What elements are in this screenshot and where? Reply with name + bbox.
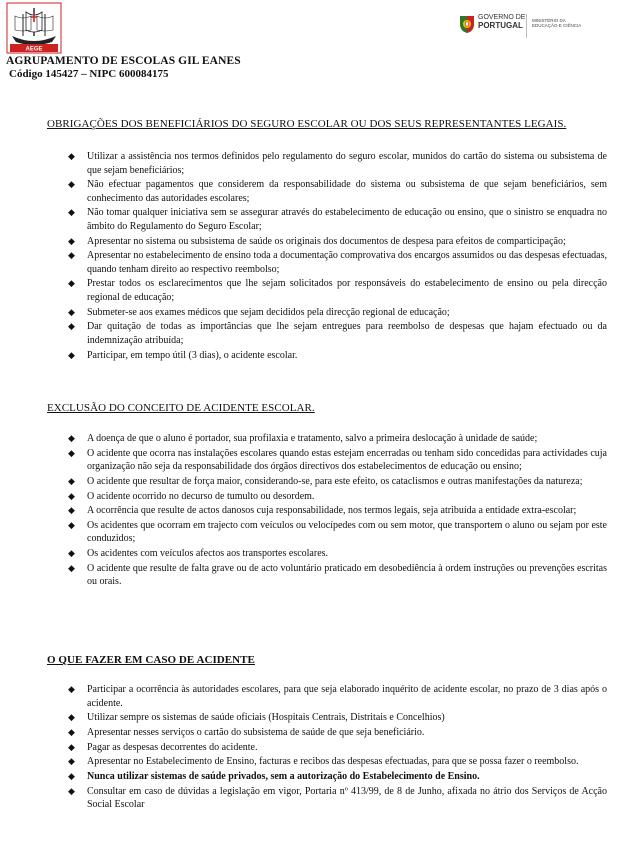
bullet-icon: ◆ (68, 278, 75, 289)
bullet-icon: ◆ (68, 321, 75, 332)
list-item (68, 683, 607, 710)
bullet-icon: ◆ (68, 250, 75, 261)
list-item-text: Pagar as despesas decorrentes do acidente. (87, 741, 258, 753)
list-item (68, 320, 607, 347)
obligations-list (68, 150, 607, 363)
list-item (68, 726, 607, 740)
bullet-icon: ◆ (68, 770, 75, 781)
bullet-icon: ◆ (68, 548, 75, 559)
bullet-icon: ◆ (68, 433, 75, 443)
list-item-text: Nunca utilizar sistemas de saúde privados, sem a autorização do Estabelecimento de Ensino. (87, 770, 480, 782)
list-item (68, 475, 607, 489)
bullet-icon: ◆ (68, 349, 75, 360)
bullet-icon: ◆ (68, 505, 75, 516)
list-item (68, 206, 607, 233)
portugal-shield-icon (458, 14, 476, 34)
list-item (68, 432, 607, 446)
logo-separator (526, 14, 527, 38)
list-item-text: A ocorrência que resulte de actos danosos cuja responsabilidade, nos termos legais, seja atribuída a entidade extra-escolar; (87, 505, 577, 517)
exclusion-list (68, 432, 607, 590)
government-name (478, 14, 525, 30)
bullet-icon: ◆ (68, 475, 75, 486)
bullet-icon: ◆ (68, 179, 75, 190)
bullet-icon: ◆ (68, 741, 75, 752)
bullet-icon: ◆ (68, 712, 75, 723)
list-item-text: Submeter-se aos exames médicos que sejam decididos pela direcção regional de educação; (87, 306, 450, 318)
government-logo (458, 10, 608, 44)
list-item (68, 178, 607, 205)
government-line-1: GOVERNO DE (478, 14, 526, 21)
list-item (68, 741, 607, 755)
list-item (68, 547, 607, 561)
bullet-icon: ◆ (68, 306, 75, 317)
section-title-exclusion: EXCLUSÃO DO CONCEITO DE ACIDENTE ESCOLAR. (47, 402, 315, 414)
school-name: AGRUPAMENTO DE ESCOLAS GIL EANES (6, 55, 241, 67)
list-item (68, 150, 607, 177)
bullet-icon: ◆ (68, 726, 75, 737)
list-item (68, 785, 607, 812)
list-item-text: Apresentar no Estabelecimento de Ensino, facturas e recibos das despesas efectuadas, para que se possa fazer o reembolso. (87, 756, 579, 768)
bullet-icon: ◆ (68, 207, 75, 218)
bullet-icon: ◆ (68, 151, 75, 161)
list-item-text: Dar quitação de todas as importâncias que lhe sejam entregues para reembolso de despesas que hajam efectuado ou da indemnização atribuída; (87, 321, 607, 346)
logo-label: AEGE (25, 46, 43, 53)
school-logo (6, 2, 62, 54)
list-item-text: Não tomar qualquer iniciativa sem se assegurar através do estabelecimento de educação ou ensino, que o sinistro se enquadra no âmbito do Regulamento do Seguro Escolar; (87, 207, 607, 232)
ministry-name: MINISTÉRIO DA EDUCAÇÃO E CIÊNCIA (532, 18, 582, 28)
document-header (0, 0, 619, 90)
bullet-icon: ◆ (68, 562, 75, 573)
list-item-text: Apresentar nesses serviços o cartão do subsistema de saúde de que seja beneficiário. (87, 726, 425, 738)
section-title-what-to-do: O QUE FAZER EM CASO DE ACIDENTE (47, 654, 255, 666)
list-item-text: Apresentar no sistema ou subsistema de saúde os originais dos documentos de despesa para efeitos de comparticipação; (87, 235, 566, 247)
list-item (68, 249, 607, 276)
list-item-text: Prestar todos os esclarecimentos que lhe sejam solicitados por responsáveis do estabelecimento de ensino ou pela direcção regional de educação; (87, 278, 607, 303)
bullet-icon: ◆ (68, 684, 75, 694)
list-item-text: Participar, em tempo útil (3 dias), o acidente escolar. (87, 349, 298, 361)
list-item-text: Participar a ocorrência às autoridades escolares, para que seja elaborado inquérito de acidente escolar, no prazo de 3 dias após o acidente. (87, 684, 607, 709)
school-code: Código 145427 – NIPC 600084175 (9, 68, 169, 80)
list-item-text: Utilizar sempre os sistemas de saúde oficiais (Hospitais Centrais, Distritais e Concelhios) (87, 712, 445, 724)
list-item-text: A doença de que o aluno é portador, sua profilaxia e tratamento, salvo a primeira deslocação à unidade de saúde; (87, 433, 538, 444)
list-item (68, 306, 607, 320)
list-item-text: Apresentar no estabelecimento de ensino toda a documentação comprovativa dos encargos assumidos ou das despesas efectuadas, quando tenham direito ao respectivo reembolso; (87, 250, 607, 275)
list-item-text: O acidente que ocorra nas instalações escolares quando estas estejam encerradas ou tenham sido concedidas para actividades cuja organização não seja da responsabilidade dos órgãos directivos dos estabelecimentos de educação ou ensino; (87, 447, 607, 473)
bullet-icon: ◆ (68, 756, 75, 767)
list-item (68, 519, 607, 546)
bullet-icon: ◆ (68, 235, 75, 246)
bullet-icon: ◆ (68, 490, 75, 501)
list-item-text: O acidente que resultar de força maior, considerando-se, para este efeito, os cataclismos e outras manifestações da natureza; (87, 475, 583, 487)
list-item-text: Os acidentes que ocorram em trajecto com veículos ou velocípedes com ou sem motor, que transportem o aluno ou sejam por este conduzidos; (87, 519, 607, 545)
bullet-icon: ◆ (68, 785, 75, 796)
list-item (68, 349, 607, 363)
list-item (68, 755, 607, 769)
list-item (68, 504, 607, 518)
list-item (68, 277, 607, 304)
list-item (68, 770, 607, 784)
list-item-text: Utilizar a assistência nos termos definidos pelo regulamento do seguro escolar, munidos do cartão do sistema ou subsistema de que sejam beneficiários; (87, 151, 607, 176)
list-item (68, 711, 607, 725)
government-line-2: PORTUGAL (478, 21, 523, 30)
list-item (68, 447, 607, 474)
list-item-text: O acidente que resulte de falta grave ou de acto voluntário praticado em desobediência à ordem instruções ou prevenções escritas ou orais. (87, 562, 607, 588)
section-title-obligations: OBRIGAÇÕES DOS BENEFICIÁRIOS DO SEGURO ESCOLAR OU DOS SEUS REPRESENTANTES LEGAIS. (47, 118, 567, 130)
what-to-do-list (68, 683, 607, 813)
bullet-icon: ◆ (68, 519, 75, 530)
list-item-text: O acidente ocorrido no decurso de tumulto ou desordem. (87, 490, 315, 502)
list-item-text: Os acidentes com veículos afectos aos transportes escolares. (87, 548, 329, 560)
list-item (68, 562, 607, 589)
bullet-icon: ◆ (68, 447, 75, 458)
list-item (68, 490, 607, 504)
list-item (68, 235, 607, 249)
list-item-text: Consultar em caso de dúvidas a legislação em vigor, Portaria nº 413/99, de 8 de Junho, afixada no átrio dos Serviços de Acção Social Escolar (87, 785, 607, 811)
list-item-text: Não efectuar pagamentos que considerem da responsabilidade do sistema ou subsistema de que sejam beneficiários, sem conhecimento das autoridades escolares; (87, 179, 607, 204)
